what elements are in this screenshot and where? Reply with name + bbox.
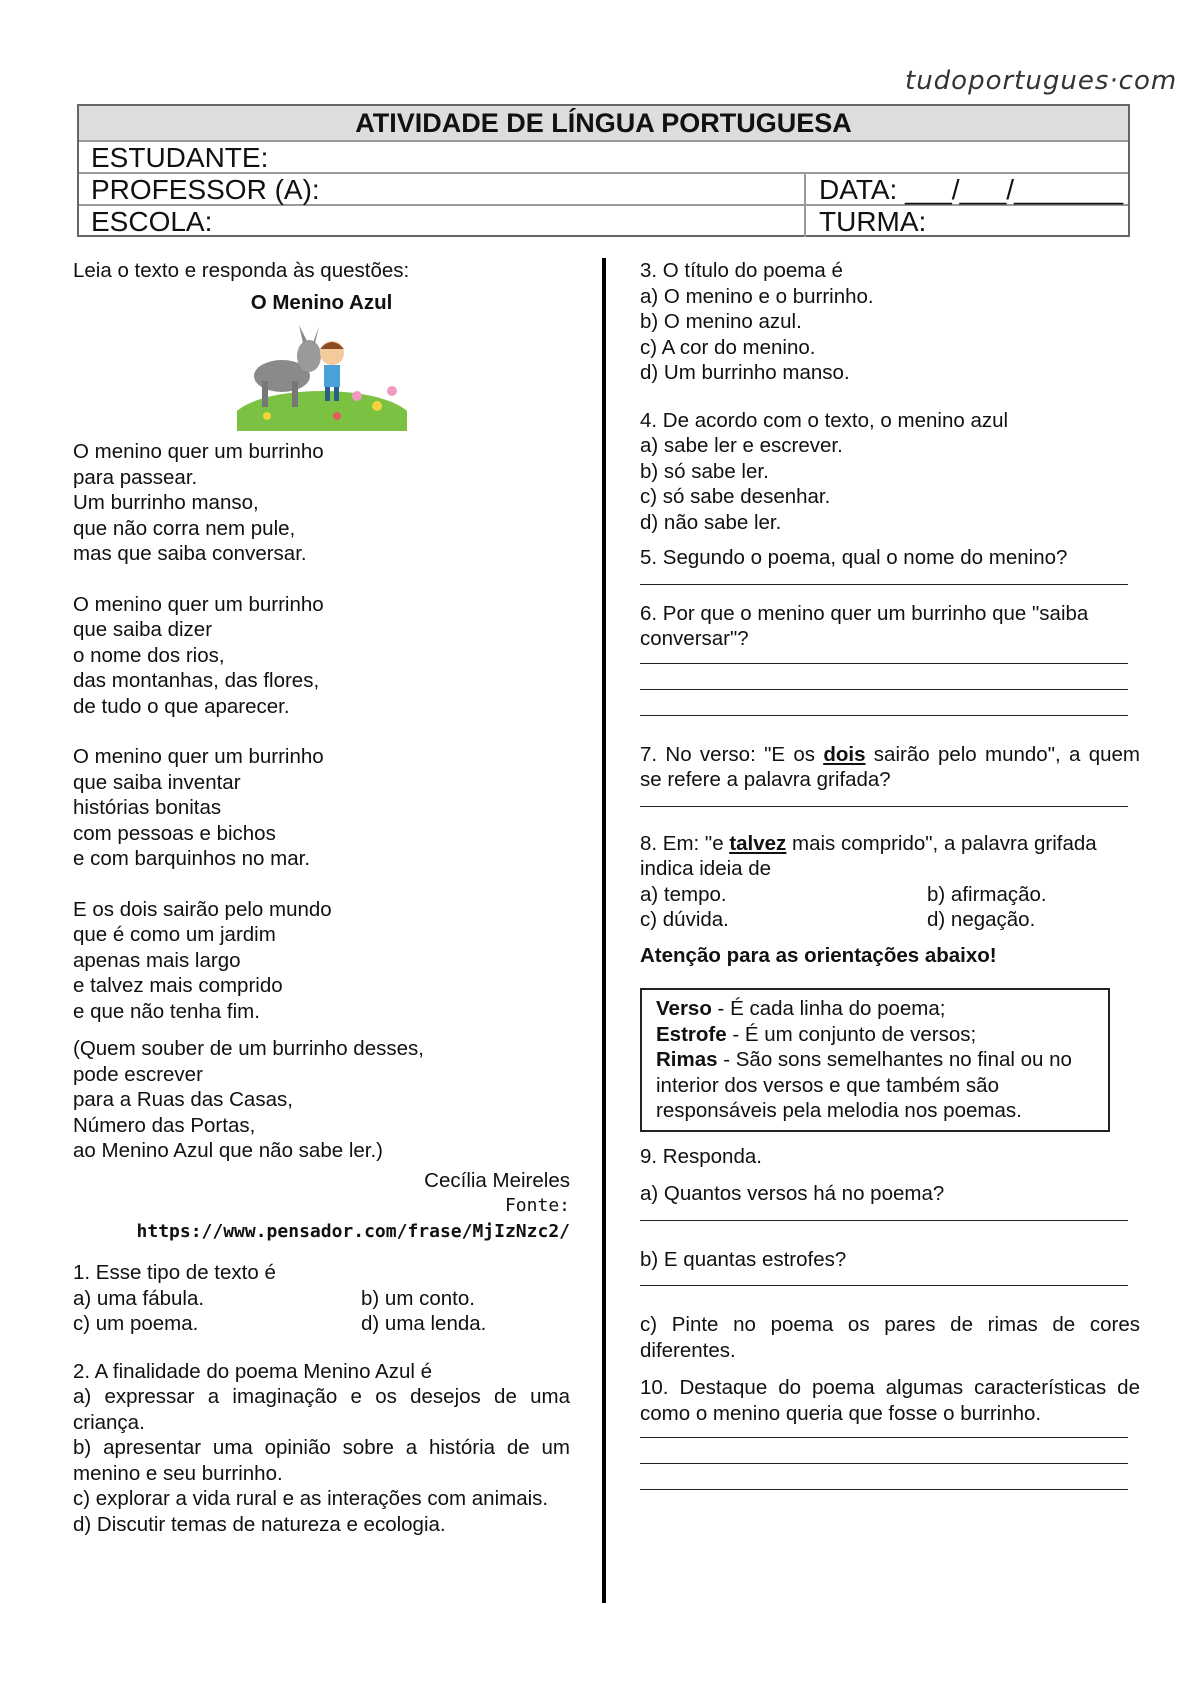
question-2 — [73, 1359, 570, 1538]
option: b) O menino azul. — [640, 310, 802, 333]
stanza — [73, 439, 570, 567]
question-text: 10. Destaque do poema algumas características de como o menino queria que fosse o burrinho. — [640, 1376, 1140, 1425]
verse: e talvez mais comprido — [73, 974, 283, 997]
sub-question: a) Quantos versos há no poema? — [640, 1182, 945, 1205]
verse: o nome dos rios, — [73, 643, 225, 667]
answer-line[interactable] — [640, 793, 1128, 807]
option: c) explorar a vida rural e as interações com animais. — [73, 1487, 549, 1510]
escola-field: ESCOLA: — [91, 206, 213, 237]
question-8 — [640, 831, 1140, 933]
option: c) dúvida. — [640, 908, 729, 931]
verse: apenas mais largo — [73, 948, 241, 972]
question-5 — [640, 545, 1140, 585]
worksheet-title: ATIVIDADE DE LÍNGUA PORTUGUESA — [79, 106, 1128, 142]
attention-heading: Atenção para as orientações abaixo! — [640, 943, 997, 967]
header-table — [77, 104, 1130, 237]
question-text: 5. Segundo o poema, qual o nome do menino? — [640, 546, 1068, 569]
underlined-word: dois — [823, 742, 866, 766]
professor-field: PROFESSOR (A): — [79, 174, 1128, 206]
verse: que é como um jardim — [73, 923, 276, 946]
answer-line[interactable] — [640, 1438, 1128, 1464]
verse: Número das Portas, — [73, 1113, 256, 1137]
definition: - São sons semelhantes no final ou no interior dos versos e que também são responsáveis pela melodia nos poemas. — [656, 1048, 1072, 1122]
option: b) só sabe ler. — [640, 459, 769, 483]
option: a) expressar a imaginação e os desejos de uma criança. — [73, 1385, 570, 1434]
donkey-boy-illustration — [237, 321, 407, 431]
sub-question: c) Pinte no poema os pares de rimas de cores diferentes. — [640, 1313, 1140, 1362]
definition: - É um conjunto de versos; — [726, 1022, 977, 1046]
verse: que saiba dizer — [73, 618, 213, 641]
term-estrofe: Estrofe — [656, 1022, 727, 1046]
source-url[interactable]: https://www.pensador.com/frase/MjIzNzc2/ — [136, 1220, 570, 1242]
left-column — [73, 258, 570, 1537]
verse: histórias bonitas — [73, 796, 222, 819]
question-4 — [640, 408, 1140, 536]
verse: e com barquinhos no mar. — [73, 847, 311, 870]
option: d) uma lenda. — [361, 1312, 487, 1335]
verse: ao Menino Azul que não sabe ler.) — [73, 1139, 383, 1162]
turma-field: TURMA: — [819, 206, 927, 237]
option: c) um poema. — [73, 1312, 199, 1335]
question-text: 8. Em: "e talvez mais comprido", a palavra grifada indica ideia de — [640, 831, 1097, 880]
poem-title: O Menino Azul — [250, 290, 393, 314]
source-line — [73, 1193, 570, 1244]
estudante-field: ESTUDANTE: — [79, 142, 1128, 174]
option: c) só sabe desenhar. — [640, 485, 831, 508]
right-column — [640, 258, 1140, 1490]
question-text: 3. O título do poema é — [640, 259, 843, 282]
stanza — [73, 592, 570, 720]
question-7 — [640, 742, 1140, 807]
option: a) O menino e o burrinho. — [640, 284, 874, 308]
question-text: 6. Por que o menino quer um burrinho que "saiba conversar"? — [640, 601, 1089, 650]
answer-line[interactable] — [640, 571, 1128, 585]
option: d) não sabe ler. — [640, 510, 782, 534]
answer-line[interactable] — [640, 690, 1128, 716]
option: c) A cor do menino. — [640, 335, 816, 359]
option: a) sabe ler e escrever. — [640, 434, 843, 457]
verse: de tudo o que aparecer. — [73, 694, 290, 718]
definitions-box — [640, 988, 1110, 1132]
poem — [73, 439, 570, 1164]
option: a) uma fábula. — [73, 1286, 205, 1310]
verse: E os dois sairão pelo mundo — [73, 897, 332, 921]
intro-text: Leia o texto e responda às questões: — [73, 259, 410, 282]
option: b) afirmação. — [927, 882, 1047, 906]
answer-line[interactable] — [640, 1207, 1128, 1221]
question-text: 9. Responda. — [640, 1144, 762, 1168]
question-6 — [640, 601, 1140, 716]
verse: mas que saiba conversar. — [73, 542, 307, 565]
option: d) Um burrinho manso. — [640, 361, 850, 384]
verse: O menino quer um burrinho — [73, 592, 324, 616]
answer-line[interactable] — [640, 664, 1128, 690]
verse: com pessoas e bichos — [73, 821, 276, 845]
verse: Um burrinho manso, — [73, 491, 259, 514]
definition: - É cada linha do poema; — [711, 997, 946, 1020]
verse: O menino quer um burrinho — [73, 745, 324, 768]
answer-line[interactable] — [640, 1272, 1128, 1286]
term-verso: Verso — [656, 997, 712, 1020]
column-divider — [602, 258, 606, 1603]
option: d) negação. — [927, 908, 1036, 931]
verse: (Quem souber de um burrinho desses, — [73, 1037, 424, 1060]
answer-line[interactable] — [640, 652, 1128, 664]
verse: pode escrever — [73, 1062, 203, 1086]
verse: que saiba inventar — [73, 770, 241, 794]
question-text: 1. Esse tipo de texto é — [73, 1261, 276, 1284]
verse: e que não tenha fim. — [73, 999, 260, 1023]
question-10 — [640, 1375, 1140, 1490]
stanza — [73, 1036, 570, 1164]
question-text: 4. De acordo com o texto, o menino azul — [640, 408, 1009, 432]
answer-line[interactable] — [640, 1464, 1128, 1490]
stanza — [73, 897, 570, 1025]
option: d) Discutir temas de natureza e ecologia. — [73, 1512, 446, 1536]
option: a) tempo. — [640, 882, 727, 906]
site-watermark: tudoportugues·com — [905, 66, 1178, 96]
term-rimas: Rimas — [656, 1048, 718, 1071]
source-label: Fonte: — [504, 1195, 570, 1216]
question-1 — [73, 1260, 570, 1337]
question-text: 7. No verso: "E os dois sairão pelo mundo", a quem se refere a palavra grifada? — [640, 742, 1140, 791]
verse: das montanhas, das flores, — [73, 669, 320, 692]
sub-question: b) E quantas estrofes? — [640, 1247, 847, 1271]
poem-author: Cecília Meireles — [424, 1168, 570, 1192]
option: b) apresentar uma opinião sobre a história de um menino e seu burrinho. — [73, 1436, 570, 1485]
underlined-word: talvez — [729, 831, 787, 855]
question-9 — [640, 1144, 1140, 1364]
option: b) um conto. — [361, 1286, 475, 1310]
verse: para a Ruas das Casas, — [73, 1088, 293, 1111]
stanza — [73, 744, 570, 872]
header-divider — [804, 174, 806, 237]
verse: para passear. — [73, 465, 198, 489]
verse: que não corra nem pule, — [73, 516, 296, 540]
question-3 — [640, 258, 1140, 386]
verse: O menino quer um burrinho — [73, 440, 324, 463]
answer-line[interactable] — [640, 1426, 1128, 1438]
question-text: 2. A finalidade do poema Menino Azul é — [73, 1359, 433, 1383]
data-field: DATA: ___/___/_______ — [819, 174, 1124, 205]
